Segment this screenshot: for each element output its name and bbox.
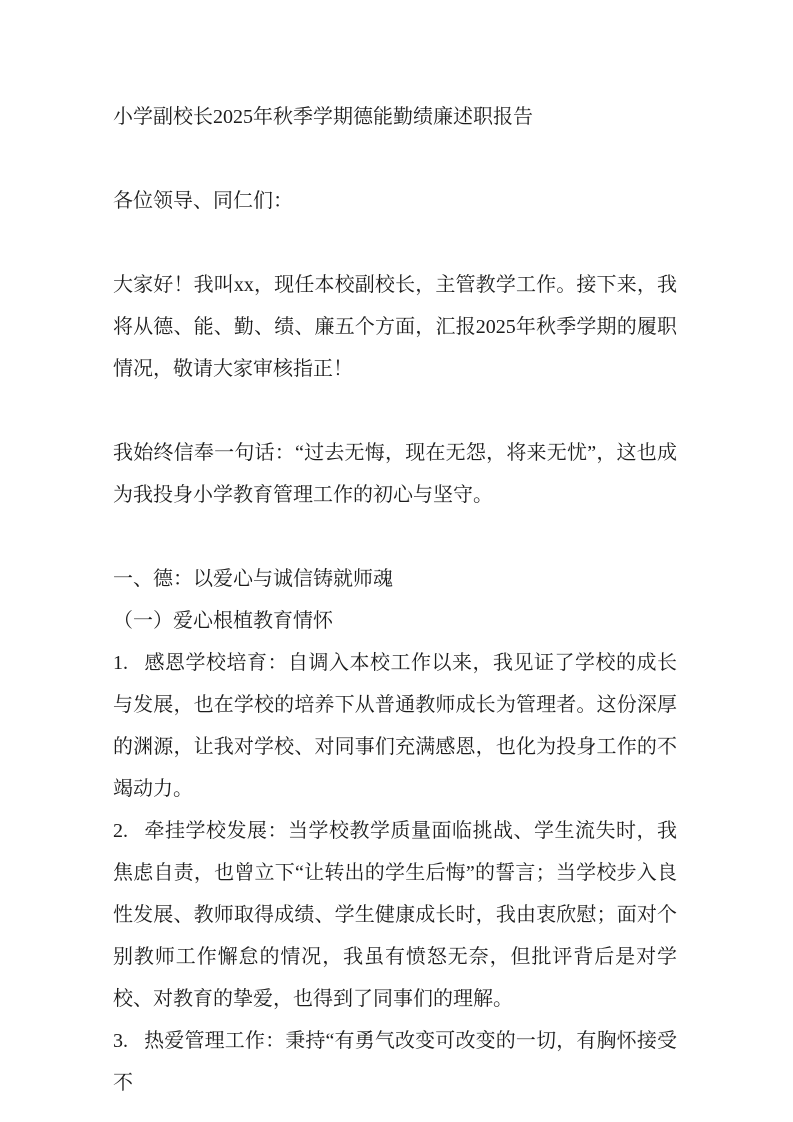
salutation-line: 各位领导、同仁们： [113,190,293,212]
blank-line [113,516,677,558]
blank-line [113,222,677,264]
intro-paragraph: 大家好！我叫xx，现任本校副校长，主管教学工作。接下来，我将从德、能、勤、绩、廉五个方面，汇报2025年秋季学期的履职情况，敬请大家审核指正！ [113,274,677,380]
list-item-1-text: 感恩学校培育：自调入本校工作以来，我见证了学校的成长与发展，也在学校的培养下从普通教师成长为管理者。这份深厚的渊源，让我对学校、对同事们充满感恩，也化为投身工作的不竭动力。 [113,652,677,800]
motto-paragraph: 我始终信奉一句话：“过去无悔，现在无怨，将来无忧”，这也成为我投身小学教育管理工作的初心与坚守。 [113,442,677,506]
list-item-2-text: 牵挂学校发展：当学校教学质量面临挑战、学生流失时，我焦虑自责，也曾立下“让转出的学生后悔”的誓言；当学校步入良性发展、教师取得成绩、学生健康成长时，我由衷欣慰；面对个别教师工作懈怠的情况，我虽有愤怒无奈，但批评背后是对学校、对教育的挚爱，也得到了同事们的理解。 [113,820,677,1010]
blank-line [113,138,677,180]
list-item-1-number: 1. [113,652,128,674]
blank-line [113,390,677,432]
section-heading: 一、德：以爱心与诚信铸就师魂 [113,568,393,590]
list-item-3-text: 热爱管理工作：秉持“有勇气改变可改变的一切，有胸怀接受不 [113,1030,677,1094]
list-item-2 [113,810,677,1020]
list-item-2-number: 2. [113,820,128,842]
list-item-3-number: 3. [113,1030,128,1052]
document-title: 小学副校长2025年秋季学期德能勤绩廉述职报告 [113,106,533,128]
list-item-1 [113,642,677,810]
list-item-3 [113,1020,677,1104]
section-subheading: （一）爱心根植教育情怀 [113,610,333,632]
